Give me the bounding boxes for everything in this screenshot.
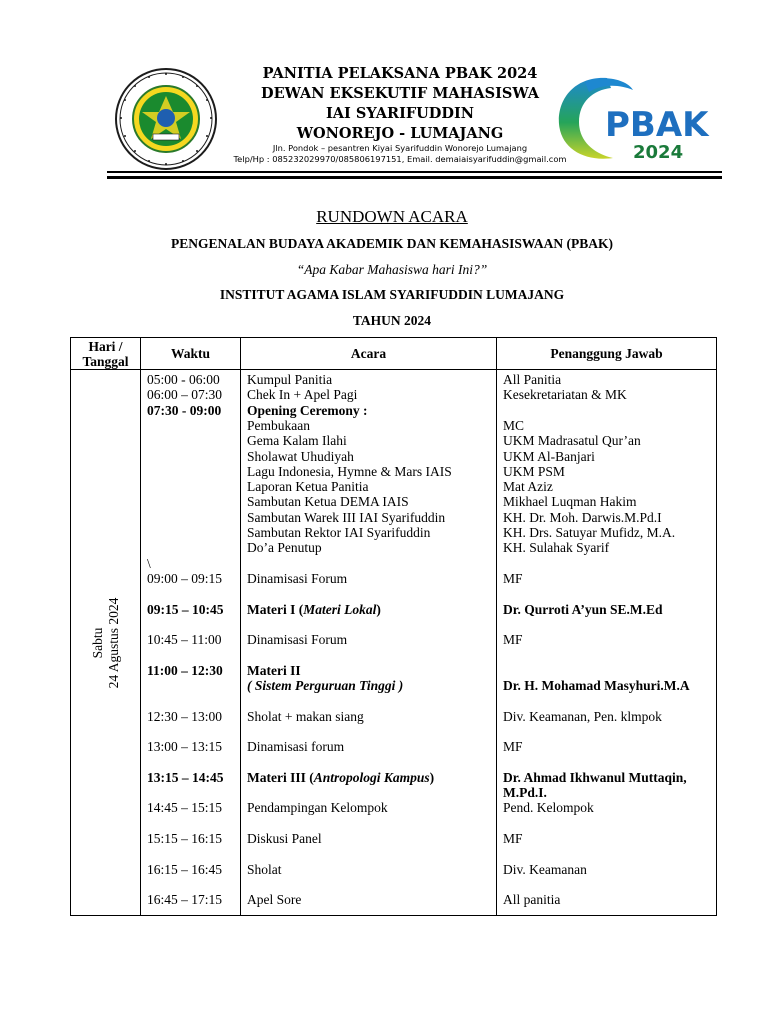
time-slot: 15:15 – 16:15	[147, 831, 223, 846]
letterhead-line-3: IAI SYARIFUDDIN	[326, 105, 474, 122]
time-slot: 05:00 - 06:00	[147, 372, 220, 387]
activity-item: Materi III (Antropologi Kampus)	[247, 769, 435, 785]
table-row	[71, 370, 717, 916]
activity-item: Sambutan Ketua DEMA IAIS	[247, 494, 409, 510]
time-slot: 06:00 – 07:30	[147, 387, 223, 403]
activity-item: Dinamisasi Forum	[247, 632, 348, 648]
activity-item: Opening Ceremony :	[247, 402, 368, 418]
time-slot: 10:45 – 11:00	[147, 632, 222, 648]
pic-item: Kesekretariatan & MK	[503, 387, 627, 403]
activity-item: Kumpul Panitia	[247, 372, 333, 387]
activity-item: Materi II	[247, 662, 301, 678]
pic-item: All panitia	[503, 892, 561, 908]
activity-item: Chek In + Apel Pagi	[247, 387, 358, 403]
pic-item: Mat Aziz	[503, 479, 553, 495]
pic-item: UKM Madrasatul Qur’an	[503, 433, 641, 449]
letterhead-contact: Telp/Hp : 085232029970/085806197151, Email. demaiaisyarifuddin@gmail.com	[233, 154, 567, 164]
activity-item: Sambutan Rektor IAI Syarifuddin	[247, 525, 431, 540]
pic-item: Div. Keamanan	[503, 861, 587, 877]
activity-item: Laporan Ketua Panitia	[247, 479, 369, 495]
time-slot: 09:00 – 09:15	[147, 570, 223, 586]
pic-item: MF	[503, 739, 523, 755]
pic-item: Mikhael Luqman Hakim	[503, 494, 637, 510]
header-pic: Penanggung Jawab	[497, 338, 717, 370]
pic-item: KH. Sulahak Syarif	[503, 540, 610, 556]
activity-item: Dinamisasi forum	[247, 739, 345, 755]
time-cell	[141, 370, 241, 916]
activity-item: Sholat + makan siang	[247, 708, 364, 724]
letterhead-rule-thick	[107, 176, 722, 179]
time-slot: 13:15 – 14:45	[147, 769, 224, 785]
pic-item: UKM Al-Banjari	[503, 448, 595, 464]
letterhead-line-2: DEWAN EKSEKUTIF MAHASISWA	[261, 85, 539, 102]
time-slot: 16:15 – 16:45	[147, 861, 223, 877]
pbak-logo-year: 2024	[633, 142, 684, 163]
activity-item: Apel Sore	[247, 892, 302, 908]
page-year: TAHUN 2024	[352, 313, 432, 328]
activity-item: Dinamisasi Forum	[247, 570, 348, 586]
pic-item: KH. Dr. Moh. Darwis.M.Pd.I	[503, 509, 662, 525]
table-header-row	[71, 338, 717, 370]
day-cell	[71, 370, 141, 916]
pic-item: Div. Keamanan, Pen. klmpok	[503, 708, 662, 724]
time-slot: 14:45 – 15:15	[147, 800, 223, 816]
activity-item: Lagu Indonesia, Hymne & Mars IAIS	[247, 463, 452, 479]
pic-item: MF	[503, 570, 523, 586]
time-slot: \	[147, 555, 151, 571]
pic-cell	[497, 370, 717, 916]
header-time: Waktu	[141, 338, 241, 370]
activity-item: Diskusi Panel	[247, 831, 322, 846]
page-institution: INSTITUT AGAMA ISLAM SYARIFUDDIN LUMAJANG	[219, 287, 565, 302]
rundown-table	[70, 337, 717, 916]
activity-item: Sholat	[247, 861, 282, 877]
pic-item: All Panitia	[503, 372, 562, 387]
pic-item: Pend. Kelompok	[503, 800, 594, 816]
pic-item: Dr. H. Mohamad Masyhuri.M.A	[503, 678, 690, 693]
pic-item: Dr. Ahmad Ikhwanul Muttaqin,	[503, 769, 687, 785]
header-activity: Acara	[241, 338, 497, 370]
day-label: Sabtu 24 Agustus 2024	[89, 597, 121, 688]
header-day: Hari / Tanggal	[71, 338, 141, 370]
page-title: RUNDOWN ACARA	[316, 207, 468, 226]
letterhead-line-1: PANITIA PELAKSANA PBAK 2024	[262, 65, 538, 82]
activity-item: Gema Kalam Ilahi	[247, 433, 347, 449]
letterhead-rule-thin	[107, 171, 722, 173]
activity-cell	[241, 370, 497, 916]
time-slot: 13:00 – 13:15	[147, 739, 223, 755]
time-slot: 12:30 – 13:00	[147, 708, 223, 724]
pic-item: MF	[503, 632, 523, 648]
pic-item: MC	[503, 417, 525, 433]
letterhead-line-4: WONOREJO - LUMAJANG	[296, 125, 504, 142]
activity-item: Sholawat Uhudiyah	[247, 448, 354, 464]
activity-item: Materi I (Materi Lokal)	[247, 601, 381, 617]
pic-item: Dr. Qurroti A’yun SE.M.Ed	[503, 601, 663, 617]
time-slot: 16:45 – 17:15	[147, 892, 223, 908]
time-slot: 11:00 – 12:30	[147, 662, 223, 678]
letterhead-address: Jln. Pondok – pesantren Kiyai Syarifuddin Wonorejo Lumajang	[272, 143, 528, 153]
activity-item: Sambutan Warek III IAI Syarifuddin	[247, 509, 446, 525]
activity-item: Pembukaan	[247, 417, 310, 433]
activity-item: Pendampingan Kelompok	[247, 800, 388, 816]
pic-item: UKM PSM	[503, 463, 565, 479]
time-slot: 09:15 – 10:45	[147, 601, 224, 617]
pic-item: MF	[503, 831, 523, 846]
time-slot: 07:30 - 09:00	[147, 402, 222, 418]
activity-item: Do’a Penutup	[247, 540, 322, 556]
activity-item: ( Sistem Perguruan Tinggi )	[247, 678, 404, 693]
pic-item: KH. Drs. Satuyar Mufidz, M.A.	[503, 525, 676, 540]
page-subtitle: PENGENALAN BUDAYA AKADEMIK DAN KEMAHASISWAAN (PBAK)	[171, 236, 613, 251]
pic-item: M.Pd.I.	[503, 785, 547, 801]
page-tagline: “Apa Kabar Mahasiswa hari Ini?”	[296, 262, 488, 277]
pbak-logo-text: PBAK	[605, 105, 709, 145]
